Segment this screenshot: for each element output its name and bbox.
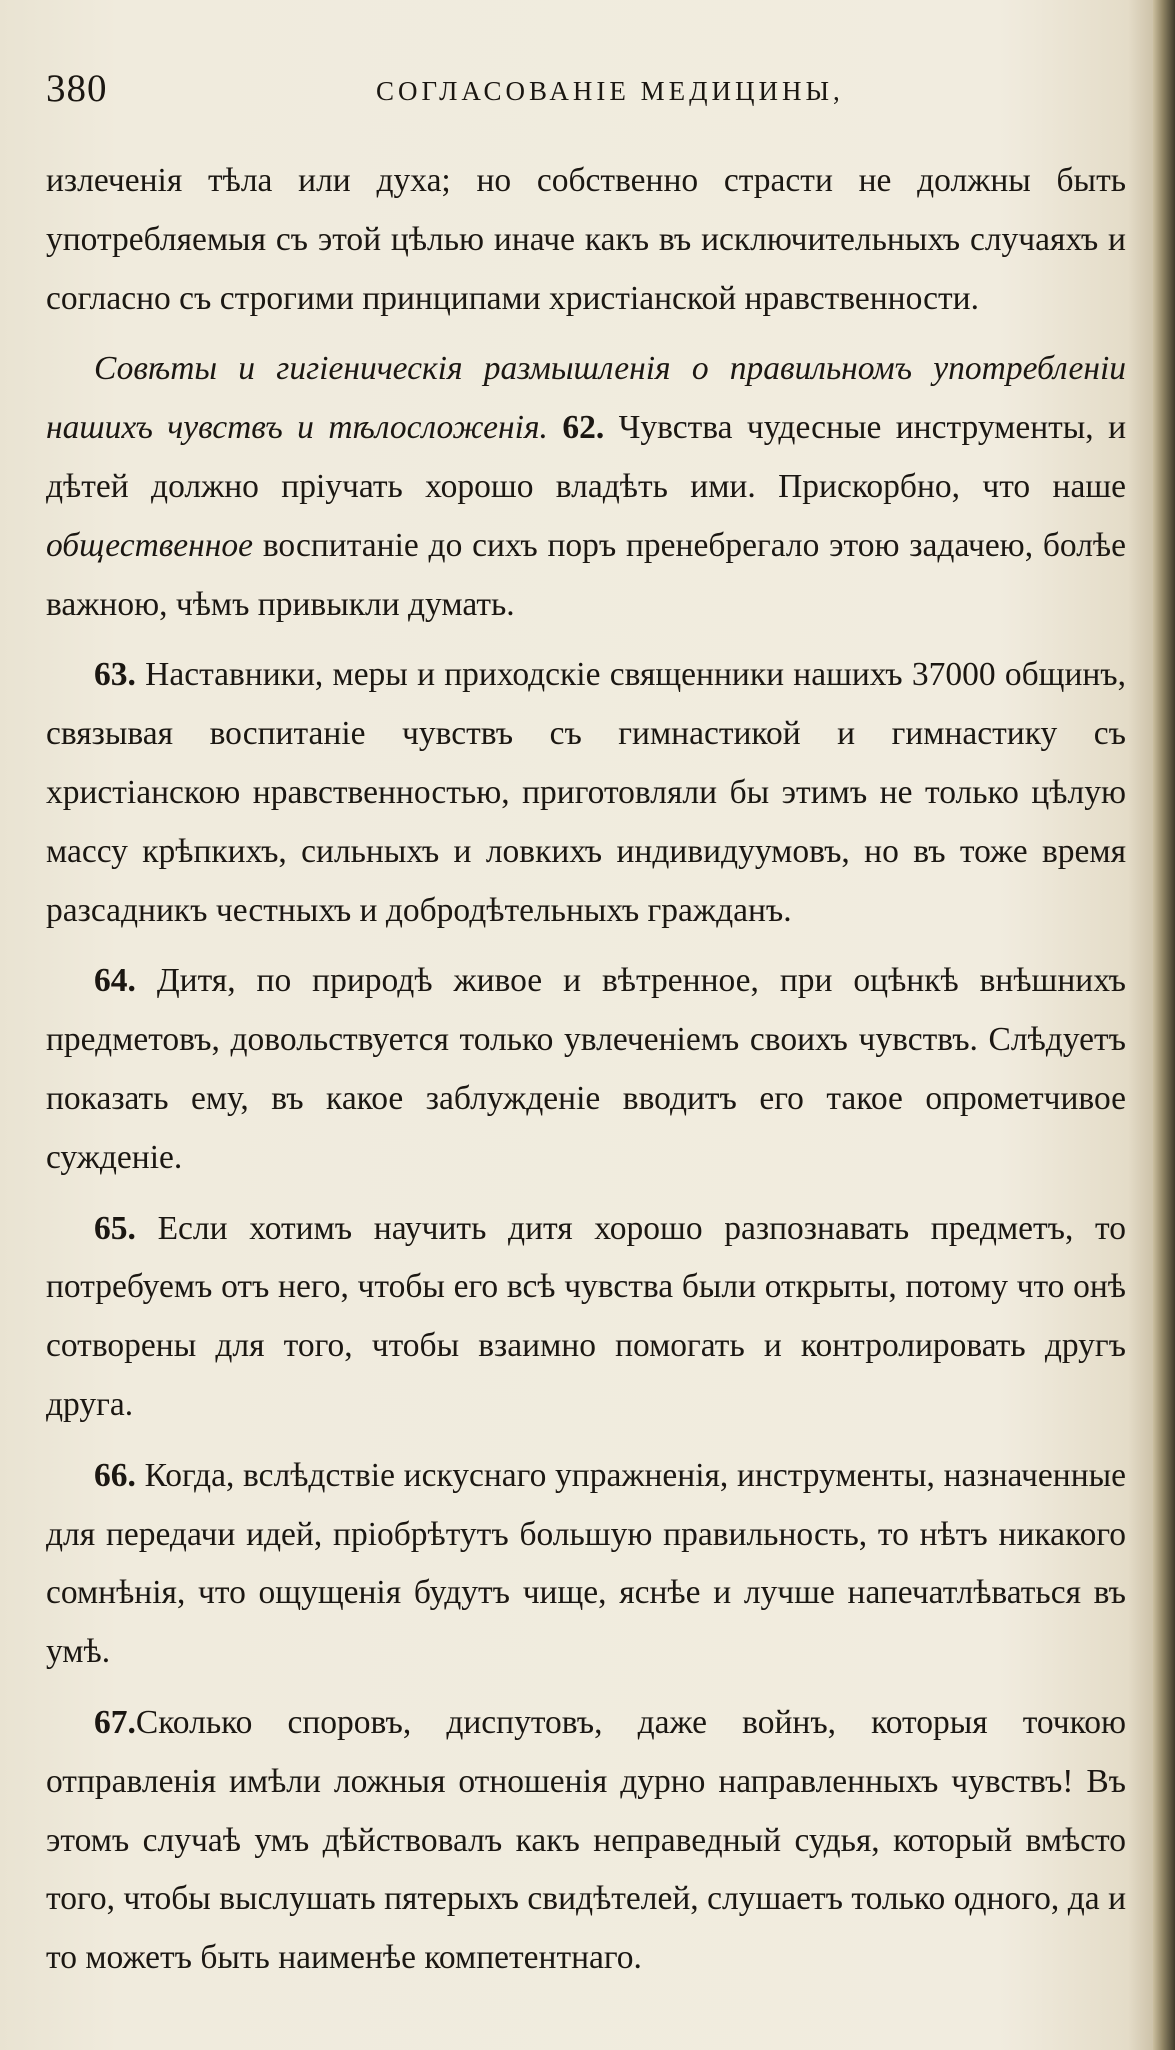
- paragraph-number: 67.: [94, 1703, 136, 1741]
- paragraph-number: 62.: [562, 409, 605, 447]
- paragraph-66: [46, 1447, 1126, 1682]
- paragraph-text: Дитя, по природѣ живое и вѣтренное, при оцѣнкѣ внѣшнихъ предметовъ, довольствуется только увлеченіемъ своихъ чувствъ. Слѣдуетъ показать ему, въ какое заблужденіе вводитъ его такое опрометчивое сужденіе.: [46, 962, 1126, 1176]
- page-edge-shadow: [1153, 0, 1175, 2050]
- paragraph-number: 64.: [94, 962, 136, 1000]
- page-header: [46, 66, 1126, 136]
- paragraph-text: Когда, вслѣдствіе искуснаго упражненія, инструменты, назначенные для передачи идей, пріобрѣтутъ большую правильность, то нѣтъ никакого сомнѣнія, что ощущенія будутъ чище, яснѣе и лучше напечатлѣваться въ умѣ.: [46, 1456, 1126, 1671]
- page-number: 380: [46, 67, 108, 110]
- paragraph-63: [46, 646, 1126, 940]
- section-heading: Совѣты и гигіеническія размышленія о правильномъ употребленіи нашихъ чувствъ и тѣлосложенія.: [46, 350, 1126, 447]
- paragraph-65: [46, 1200, 1126, 1435]
- emphasis-text: общественное: [46, 526, 254, 564]
- paragraph-text: Чувства чудесные инструменты, и дѣтей должно пріучать хорошо владѣть ими. Прискорбно, что наше: [46, 409, 1126, 505]
- paragraph-number: 63.: [94, 656, 136, 694]
- paragraph-64: [46, 952, 1126, 1187]
- page-body: [46, 152, 1126, 2000]
- running-head: СОГЛАСОВАНІЕ МЕДИЦИНЫ,: [376, 76, 844, 106]
- paragraph-number: 66.: [94, 1456, 136, 1494]
- paragraph-text: Если хотимъ научить дитя хорошо разпознавать предметъ, то потребуемъ отъ него, чтобы его всѣ чувства были открыты, потому что онѣ сотворены для того, чтобы взаимно помогать и контролировать другъ друга.: [46, 1209, 1126, 1423]
- paragraph-text: Сколько споровъ, диспутовъ, даже войнъ, которыя точкою отправленія имѣли ложныя отношенія дурно направленныхъ чувствъ! Въ этомъ случаѣ умъ дѣйствовалъ какъ неправедный судья, который вмѣсто того, чтобы выслушать пятерыхъ свидѣтелей, слушаетъ только одного, да и то можетъ быть наименѣе компетентнаго.: [46, 1703, 1126, 1977]
- paragraph-text: Наставники, меры и приходскіе священники нашихъ 37000 общинъ, связывая воспитаніе чувствъ съ гимнастикой и гимнастику съ христіанскою нравственностью, приготовляли бы этимъ не только цѣлую массу крѣпкихъ, сильныхъ и ловкихъ индивидуумовъ, но въ тоже время разсадникъ честныхъ и добродѣтельныхъ гражданъ.: [46, 656, 1127, 929]
- paragraph-62: [46, 340, 1126, 634]
- paragraph-67: [46, 1694, 1126, 1988]
- paragraph-continuation: [46, 152, 1126, 328]
- paragraph-number: 65.: [94, 1209, 136, 1247]
- paragraph-text: воспитаніе до сихъ поръ пренебрегало этою задачею, болѣе важною, чѣмъ привыкли думать.: [46, 526, 1126, 623]
- paragraph-text: излеченія тѣла или духа; но собственно страсти не должны быть употребляемыя съ этой цѣлью иначе какъ въ исключительныхъ случаяхъ и согласно съ строгими принципами христіанской нравственности.: [46, 162, 1126, 317]
